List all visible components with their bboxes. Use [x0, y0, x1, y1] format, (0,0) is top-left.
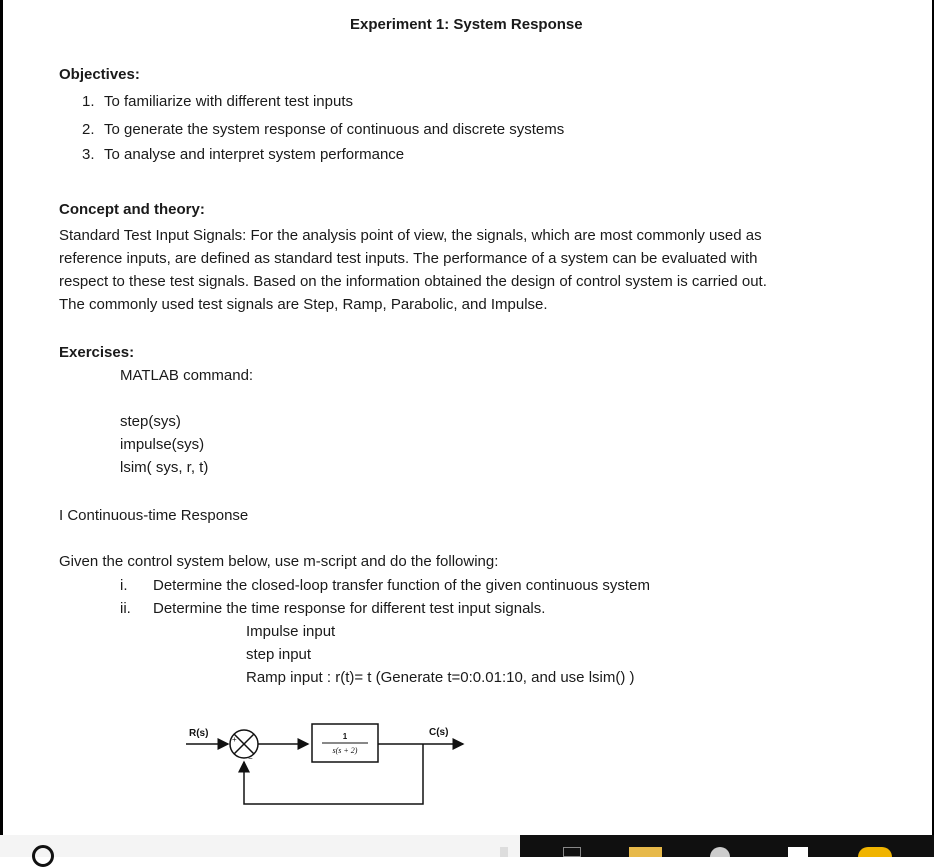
objective-item-3: To analyse and interpret system performance — [104, 146, 405, 163]
exercises-heading: Exercises: — [59, 344, 135, 361]
input-label-rs: R(s) — [189, 728, 209, 739]
objective-num-2: 2. — [82, 121, 95, 138]
document-page — [3, 0, 932, 835]
objectives-heading: Objectives: — [59, 66, 140, 83]
concept-line-2: reference inputs, are defined as standard test inputs. The performance of a system can be evaluated with — [59, 250, 758, 267]
concept-heading: Concept and theory: — [59, 201, 205, 218]
task-num-1: i. — [120, 577, 128, 594]
section-title: I Continuous-time Response — [59, 507, 249, 524]
concept-line-3: respect to these test signals. Based on the information obtained the design of control system is carried out. — [59, 273, 767, 290]
command-impulse: impulse(sys) — [120, 436, 205, 453]
task-num-2: ii. — [120, 600, 131, 617]
block-diagram — [3, 700, 503, 820]
taskbar-search-box[interactable] — [0, 835, 520, 857]
concept-line-1: Standard Test Input Signals: For the analysis point of view, the signals, which are most commonly used as — [59, 227, 762, 244]
task-item-1: Determine the closed-loop transfer function of the given continuous system — [153, 577, 650, 594]
instruction-text: Given the control system below, use m-script and do the following: — [59, 553, 499, 570]
concept-line-4: The commonly used test signals are Step, Ramp, Parabolic, and Impulse. — [59, 296, 548, 313]
command-lsim: lsim( sys, r, t) — [120, 459, 209, 476]
minus-sign: − — [248, 754, 253, 763]
output-label-cs: C(s) — [429, 727, 449, 738]
input-impulse: Impulse input — [246, 623, 336, 640]
task-item-2: Determine the time response for different test input signals. — [153, 600, 546, 617]
command-step: step(sys) — [120, 413, 181, 430]
tf-denominator: s(s + 2) — [332, 746, 358, 755]
matlab-command-label: MATLAB command: — [120, 367, 254, 384]
objective-num-1: 1. — [82, 93, 95, 110]
app-icon[interactable] — [563, 847, 581, 857]
objective-num-3: 3. — [82, 146, 95, 163]
search-icon[interactable] — [32, 845, 54, 867]
folder-icon[interactable] — [629, 847, 662, 857]
input-ramp: Ramp input : r(t)= t (Generate t=0:0.01:10, and use lsim() ) — [246, 669, 635, 686]
plus-sign: + — [232, 735, 237, 744]
objective-item-1: To familiarize with different test inputs — [104, 93, 354, 110]
tf-numerator: 1 — [342, 732, 348, 741]
document-title: Experiment 1: System Response — [350, 16, 583, 33]
input-step: step input — [246, 646, 312, 663]
app-launcher-icon[interactable] — [858, 847, 892, 857]
document-icon[interactable] — [788, 847, 808, 857]
task-view-icon[interactable] — [500, 847, 508, 857]
objective-item-2: To generate the system response of continuous and discrete systems — [104, 121, 565, 138]
